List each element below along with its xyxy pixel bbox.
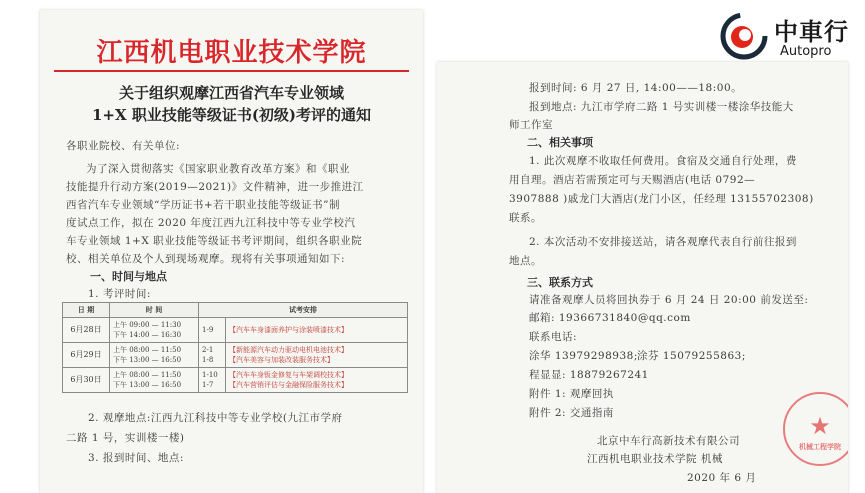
autopro-logo bbox=[718, 10, 863, 62]
school-name-header: 江西机电职业技术学院 bbox=[96, 38, 367, 68]
seal-text: 机械工程学院 bbox=[799, 442, 841, 451]
time-morning: 上午 08:00 — 11:50 bbox=[113, 371, 182, 379]
exam-item: 【汽车营销评估与金融保险服务技术】 bbox=[229, 381, 348, 389]
notice-title-line-2: 1+X 职业技能等级证书(初级)考评的通知 bbox=[91, 106, 372, 124]
exam-code: 1-9 bbox=[199, 318, 226, 343]
column-header-date: 日 期 bbox=[63, 303, 110, 318]
issue-date: 2020 年 6 月 bbox=[687, 472, 757, 484]
report-time-place-label: 3. 报到时间、地点: bbox=[88, 452, 184, 464]
note-1-line: 用自理。酒店若需预定可与天赐酒店(电话 0792— bbox=[509, 174, 756, 186]
section-heading-related-matters: 二、相关事项 bbox=[527, 136, 593, 149]
exam-item: 【汽车车身钣金修复与车架调校技术】 bbox=[229, 371, 348, 379]
attachment-1: 附件 1: 观摩回执 bbox=[529, 388, 614, 400]
table-row bbox=[63, 318, 408, 343]
row-times bbox=[110, 343, 199, 368]
observation-place-line-1: 2. 观摩地点:江西九江科技中等专业学校(九江市学府 bbox=[88, 412, 343, 424]
report-place-line-2: 师工作室 bbox=[509, 119, 553, 131]
column-header-arrangement: 试考安排 bbox=[199, 303, 408, 318]
report-time: 报到时间: 6 月 27 日, 14:00——18:00。 bbox=[529, 82, 743, 94]
table-row bbox=[63, 368, 408, 393]
contact-phone-label: 联系电话: bbox=[529, 331, 578, 343]
exam-schedule-table bbox=[62, 302, 408, 393]
note-1-line: 联系。 bbox=[509, 212, 542, 224]
exam-code: 1-8 bbox=[202, 356, 214, 364]
issuing-organization-1: 北京中车行高新技术有限公司 bbox=[597, 435, 740, 447]
issuing-organization-2: 江西机电职业技术学院 机械 bbox=[587, 453, 723, 465]
section-heading-contact: 三、联系方式 bbox=[527, 276, 593, 289]
contact-person-a: 涂华 13979298938; bbox=[529, 350, 638, 362]
row-date: 6月29日 bbox=[63, 343, 110, 368]
exam-code: 1-10 bbox=[202, 371, 218, 379]
row-date: 6月30日 bbox=[63, 368, 110, 393]
row-times bbox=[110, 368, 199, 393]
exam-item: 【新能源汽车动力驱动电机电池技术】 bbox=[229, 346, 348, 354]
note-2-line: 2. 本次活动不安排接送站，请各观摩代表自行前往报到 bbox=[529, 236, 797, 248]
notice-page-2 bbox=[437, 62, 848, 493]
time-afternoon: 下午 13:00 — 16:50 bbox=[113, 356, 182, 364]
paragraph-line: 车专业领域 1+X 职业技能等级证书考评期间，组织各职业院 bbox=[66, 235, 363, 247]
time-afternoon: 下午 14:00 — 16:30 bbox=[113, 331, 182, 339]
logo-chinese-text: 中車行 bbox=[774, 18, 849, 46]
exam-time-label: 1. 考评时间: bbox=[88, 288, 151, 300]
exam-code: 2-1 bbox=[202, 346, 214, 354]
contact-person-b: 涂芬 15079255863; bbox=[637, 350, 746, 362]
note-1-line: 3907888 )戚龙门大酒店(龙门小区，任经理 13155702308) bbox=[509, 193, 814, 205]
exam-item bbox=[226, 343, 408, 368]
paragraph-line: 西省汽车专业领域“学历证书+若干职业技能等级证书”制 bbox=[66, 199, 341, 211]
table-header-row bbox=[63, 303, 408, 318]
observation-place-line-2: 二路 1 号，实训楼一楼) bbox=[66, 432, 185, 444]
time-morning: 上午 08:00 — 11:50 bbox=[113, 346, 182, 354]
note-2-line: 地点。 bbox=[509, 255, 542, 267]
paragraph-line: 为了深入贯彻落实《国家职业教育改革方案》和《职业 bbox=[86, 163, 350, 175]
time-morning: 上午 09:00 — 11:30 bbox=[113, 321, 182, 329]
time-afternoon: 下午 13:00 — 16:50 bbox=[113, 381, 182, 389]
notice-page-1 bbox=[40, 10, 423, 493]
attachment-2: 附件 2: 交通指南 bbox=[529, 407, 614, 419]
paragraph-line: 技能提升行动方案(2019—2021)》文件精神，进一步推进江 bbox=[66, 181, 364, 193]
row-date: 6月28日 bbox=[63, 318, 110, 343]
notice-title-line-1: 关于组织观摩江西省汽车专业领域 bbox=[118, 84, 344, 102]
paragraph-line: 校、相关单位及个人到现场观摩。现将有关事项通知如下: bbox=[66, 253, 346, 265]
note-1-line: 1. 此次观摩不收取任何费用。食宿及交通自行处理，费 bbox=[529, 155, 797, 167]
exam-code: 1-7 bbox=[202, 381, 214, 389]
exam-item: 【汽车美容与加装改装服务技术】 bbox=[229, 356, 334, 364]
table-row bbox=[63, 343, 408, 368]
row-times bbox=[110, 318, 199, 343]
section-heading-time-place: 一、时间与地点 bbox=[90, 270, 167, 283]
paragraph-line: 度试点工作，拟在 2020 年度江西九江科技中等专业学校汽 bbox=[66, 217, 356, 229]
exam-item bbox=[226, 368, 408, 393]
header-red-rule bbox=[54, 70, 409, 72]
exam-code bbox=[199, 343, 226, 368]
seal-star-icon: ★ bbox=[809, 412, 831, 440]
column-header-time: 时 间 bbox=[110, 303, 199, 318]
logo-english-text: Autopro bbox=[780, 44, 832, 59]
exam-item: 【汽车车身漆面养护与涂装喷漆技术】 bbox=[226, 318, 408, 343]
contact-email: 邮箱: 19366731840@qq.com bbox=[529, 312, 691, 324]
official-seal bbox=[783, 392, 848, 466]
contact-person-c: 程显显: 18879267241 bbox=[529, 369, 649, 381]
exam-code bbox=[199, 368, 226, 393]
salutation: 各职业院校、有关单位: bbox=[66, 140, 181, 152]
autopro-logo-icon bbox=[718, 10, 770, 62]
contact-intro: 请准备观摩人员将回执券于 6 月 24 日 20:00 前发送至: bbox=[529, 294, 809, 306]
report-place-line-1: 报到地点: 九江市学府二路 1 号实训楼一楼涂华技能大 bbox=[529, 101, 794, 113]
